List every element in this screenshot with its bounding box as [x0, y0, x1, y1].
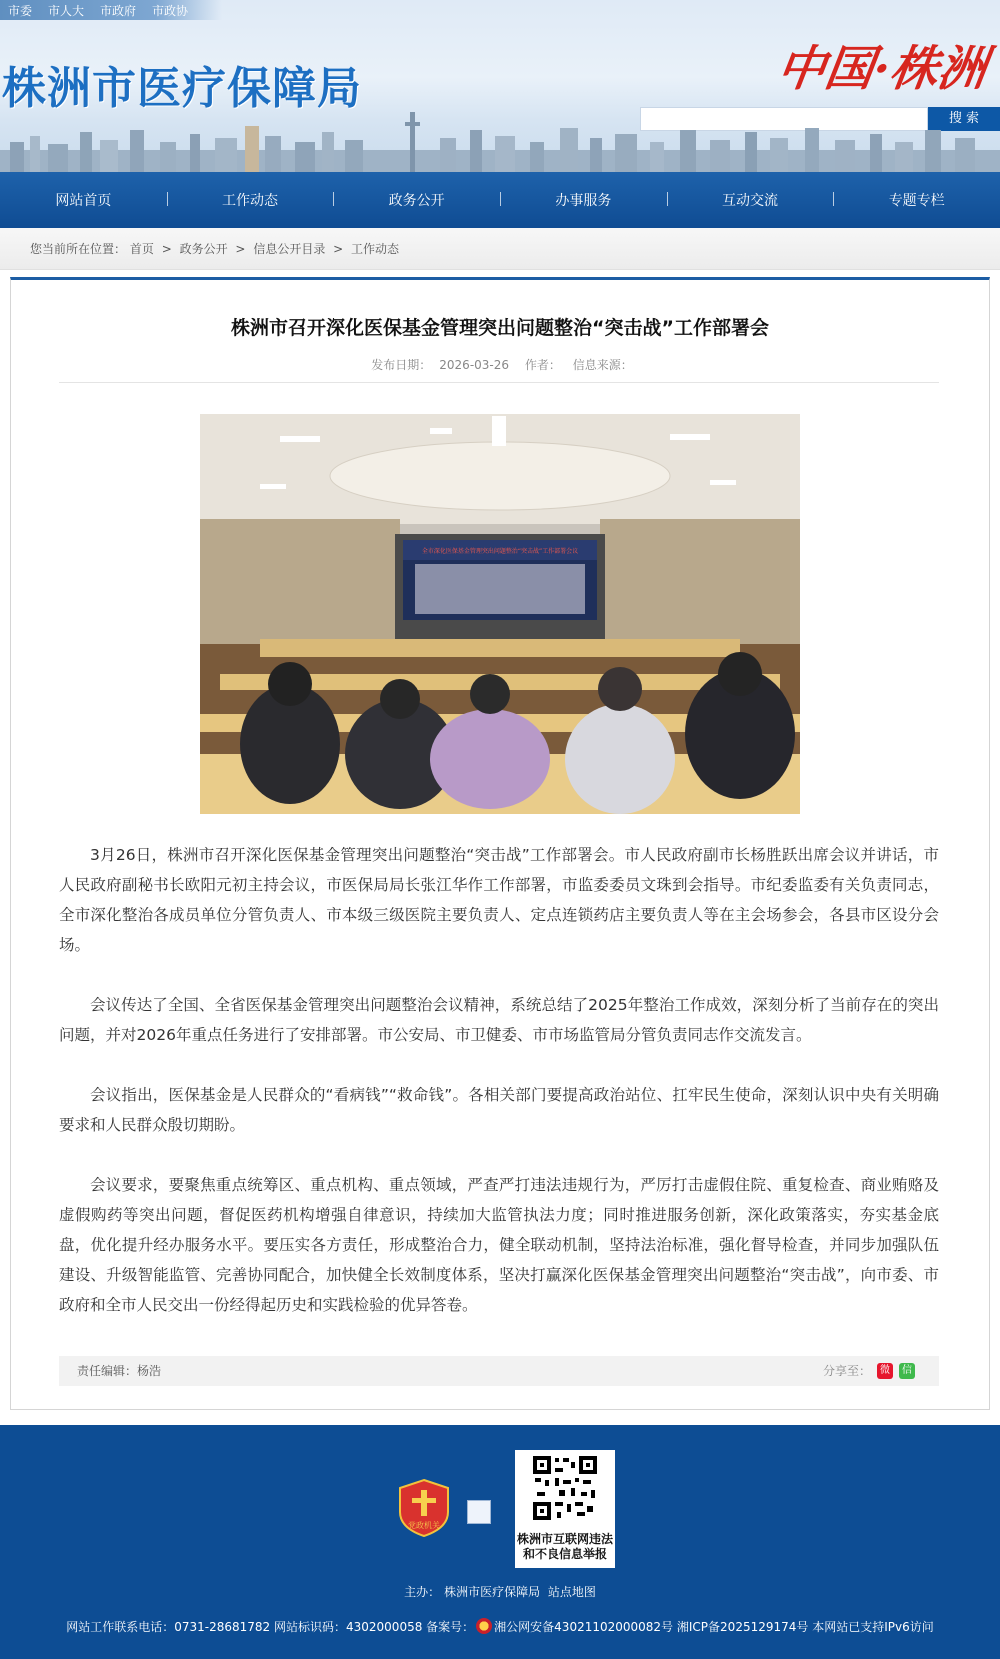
- qr-caption-line-1: 株洲市互联网违法: [516, 1532, 613, 1546]
- site-info-line: [0, 1618, 1000, 1635]
- article-footer-bar: [59, 1356, 939, 1386]
- site-header: [0, 0, 1000, 172]
- nav-gov-affairs[interactable]: 政务公开: [333, 190, 500, 210]
- breadcrumb-home[interactable]: 首页: [129, 242, 154, 256]
- main-nav: [0, 172, 1000, 228]
- article-meta: [11, 356, 989, 373]
- gov-badge-icon[interactable]: [467, 1500, 491, 1524]
- nav-home[interactable]: 网站首页: [55, 193, 112, 209]
- search-button[interactable]: 搜 索: [928, 107, 1000, 131]
- article-title: 株洲市召开深化医保基金管理突出问题整治“突击战”工作部署会: [231, 317, 769, 339]
- party-gov-emblem[interactable]: [398, 1478, 450, 1538]
- city-skyline-image: [0, 112, 1000, 172]
- screen-banner-text: 全市深化医保基金管理突出问题整治“突击战”工作部署会议: [421, 548, 579, 555]
- title-divider: [59, 382, 939, 383]
- qr-code-icon: [515, 1450, 615, 1532]
- author-label: 作者：: [524, 358, 561, 372]
- sitemap-link[interactable]: 站点地图: [547, 1585, 596, 1599]
- sponsor-line: [0, 1583, 1000, 1600]
- weibo-icon[interactable]: 微: [877, 1363, 893, 1379]
- contact-info: 网站工作联系电话：0731-28681782 网站标识码：4302000058 备案号：: [66, 1620, 475, 1634]
- top-links: [0, 0, 222, 20]
- sponsor-name: 株洲市医疗保障局: [444, 1585, 541, 1599]
- nav-work-news[interactable]: 工作动态: [167, 190, 334, 210]
- breadcrumb-sep: >: [235, 242, 246, 256]
- nav-services[interactable]: 办事服务: [500, 190, 667, 210]
- qr-caption: [515, 1532, 615, 1562]
- editor-label: 责任编辑：: [77, 1364, 138, 1378]
- report-qr-card[interactable]: [515, 1450, 615, 1568]
- date-label: 发布日期：: [371, 358, 432, 372]
- meeting-photo: [200, 414, 800, 814]
- editor-name: 杨浩: [137, 1364, 162, 1378]
- breadcrumb-sep: >: [161, 242, 172, 256]
- site-title[interactable]: 株洲市医疗保障局: [2, 63, 362, 114]
- nav-special-topics[interactable]: 专题专栏: [833, 190, 1000, 210]
- paragraph: 会议传达了全国、全省医保基金管理突出问题整治会议精神，系统总结了2025年整治工作成效，深刻分析了当前存在的突出问题，并对2026年重点任务进行了安排部署。市公安局、市卫健委、市市场监管局分管负责同志作交流发言。: [59, 996, 939, 1044]
- share-group: [823, 1356, 915, 1386]
- nav-interaction[interactable]: 互动交流: [667, 190, 834, 210]
- icp-record[interactable]: 湘ICP备2025129174号: [676, 1620, 809, 1634]
- site-footer: [0, 1425, 1000, 1659]
- paragraph: 3月26日，株洲市召开深化医保基金管理突出问题整治“突击战”工作部署会。市人民政府副市长杨胜跃出席会议并讲话，市人民政府副秘书长欧阳元初主持会议，市医保局局长张江华作工作部署，市监委委员文珠到会指导。市纪委监委有关负责同志，全市深化整治各成员单位分管负责人、市本级三级医院主要负责人、定点连锁药店主要负责人等在主会场参会，各县市区设分会场。: [59, 846, 939, 954]
- source-label: 信息来源：: [572, 358, 633, 372]
- breadcrumb-work-news[interactable]: 工作动态: [351, 242, 400, 256]
- police-record[interactable]: 湘公网安备43021102000082号: [494, 1620, 674, 1634]
- sponsor-label: 主办：: [404, 1585, 441, 1599]
- publish-date: 2026-03-26: [439, 358, 510, 372]
- police-badge-icon: [476, 1618, 492, 1634]
- top-link-government[interactable]: 市政府: [100, 3, 137, 18]
- emblem-text: 党政机关: [408, 1521, 440, 1530]
- breadcrumb: [0, 228, 1000, 270]
- breadcrumb-sep: >: [333, 242, 344, 256]
- share-label: 分享至：: [822, 1364, 871, 1378]
- paragraph: 会议指出，医保基金是人民群众的“看病钱”“救命钱”。各相关部门要提高政治站位、扛牢民生使命，深刻认识中央有关明确要求和人民群众殷切期盼。: [59, 1086, 939, 1134]
- article-panel: [10, 277, 990, 1410]
- breadcrumb-gov-affairs[interactable]: 政务公开: [179, 242, 228, 256]
- ipv6-notice: 本网站已支持IPv6访问: [812, 1620, 934, 1634]
- top-link-cppcc[interactable]: 市政协: [152, 3, 189, 18]
- breadcrumb-prefix: 您当前所在位置：: [30, 242, 127, 256]
- article-body: [59, 840, 939, 1350]
- city-logo: 中国·株洲: [773, 41, 991, 97]
- top-link-congress[interactable]: 市人大: [48, 3, 85, 18]
- wechat-icon[interactable]: 信: [899, 1363, 915, 1379]
- top-link-party[interactable]: 市委: [8, 3, 33, 18]
- paragraph: 会议要求，要聚焦重点统筹区、重点机构、重点领域，严查严打违法违规行为，严厉打击虚假住院、重复检查、商业贿赂及虚假购药等突出问题，督促医药机构增强自律意识，持续加大监管执法力度；同时推进服务创新，深化政策落实，夯实基金底盘，优化提升经办服务水平。要压实各方责任，形成整治合力，健全联动机制，坚持法治标准，强化督导检查，并同步加强队伍建设、升级智能监管、完善协同配合，加快健全长效制度体系，坚决打赢深化医保基金管理突出问题整治“突击战”，向市委、市政府和全市人民交出一份经得起历史和实践检验的优异答卷。: [59, 1176, 939, 1314]
- breadcrumb-info-catalog[interactable]: 信息公开目录: [253, 242, 326, 256]
- qr-caption-line-2: 和不良信息举报: [522, 1547, 607, 1561]
